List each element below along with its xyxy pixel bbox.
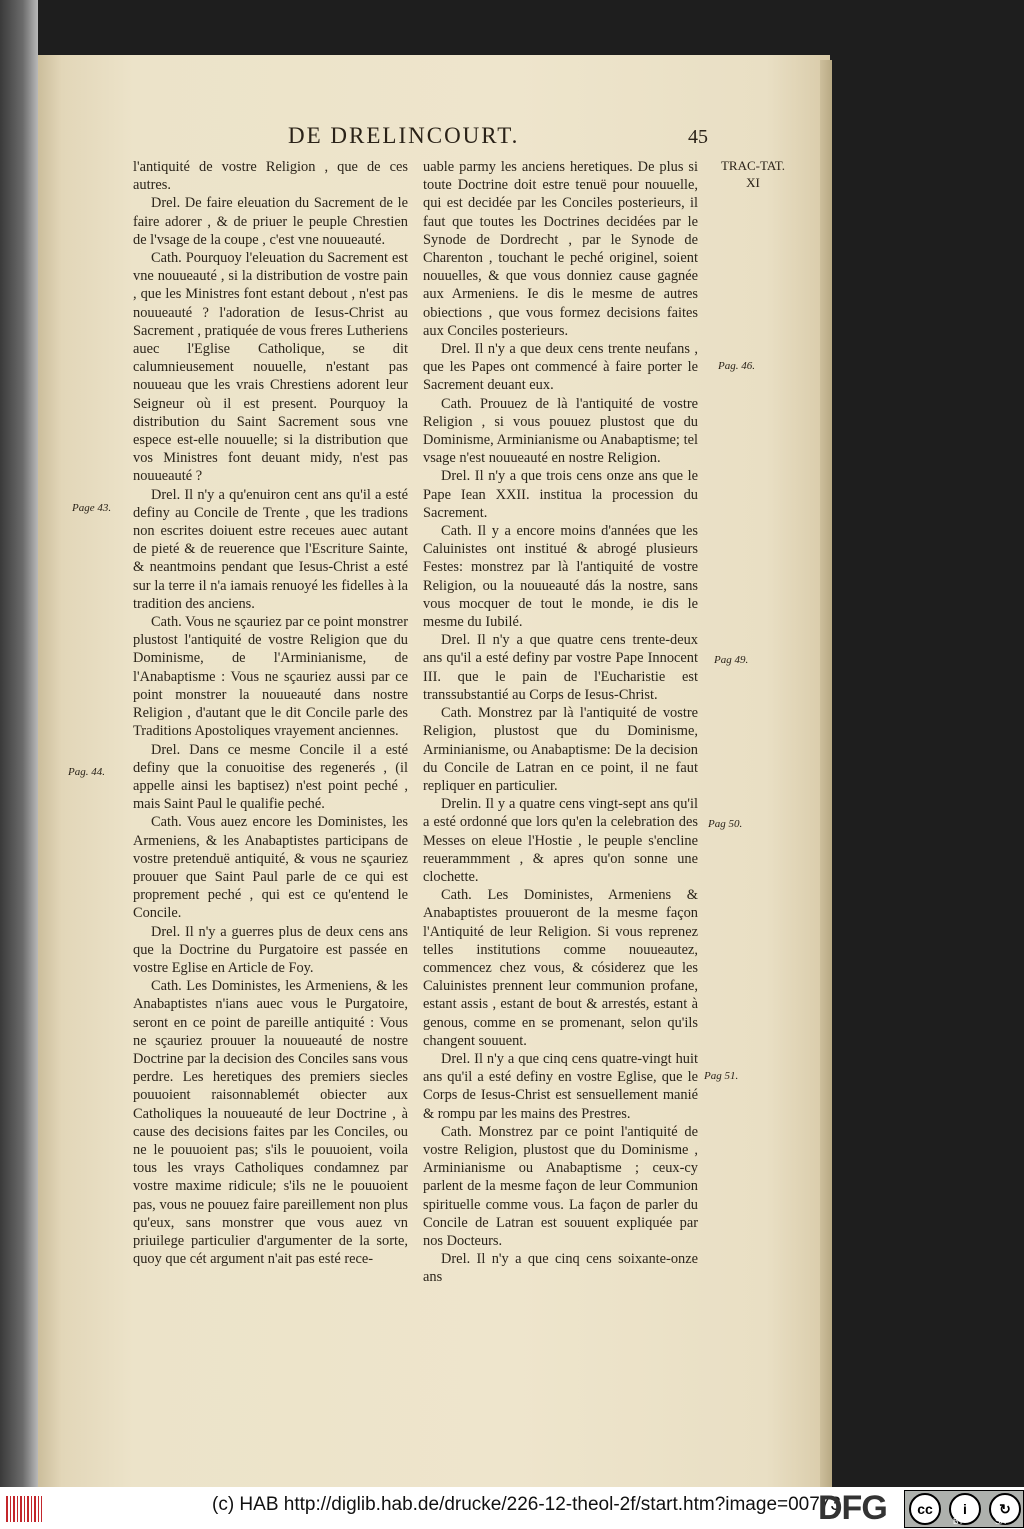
running-header: DE DRELINCOURT. <box>288 123 520 148</box>
cc-license-badge[interactable] <box>904 1490 1024 1528</box>
paragraph: Cath. Monstrez par ce point l'antiquité de vostre Religion, plustost que du Dominisme , Arminianisme ou Anabaptisme ; ceux-cy parlent de la mesme façon de leur Communion spirituelle comme vous. La façon de parler du Concile de Latran est souuent expliquée par nos Docteurs. <box>423 1123 698 1249</box>
margin-note: Pag 49. <box>714 654 749 666</box>
margin-note: Page 43. <box>72 502 112 514</box>
margin-note: Pag. 46. <box>718 360 755 372</box>
paragraph: Cath. Les Doministes, Armeniens & Anabaptistes prouueront de la mesme façon l'Antiquité de leur Religion. Si vous reprenez telles institutions comme nouueautez, commencez chez vous, & cósiderez que les Caluinistes prennent leur communion profane, estant assis , estant de bout & arrestés, estant à genous, comme en se promenant, selon qu'ils changent souuent. <box>423 887 698 1049</box>
paragraph: Cath. Pourquoy l'eleuation du Sacrement est vne nouueauté , si la distribution de vostre pain , que les Ministres font estant debout , n'est pas nouueauté ? l'adoration de Iesus-Christ au Sacrement , pratiquée de vous freres Lutheriens auec l'Eglise Catholique, se dit calumnieusement nouuelle, n'estant pas nouueau que les vrais Chrestiens adorent leur Seigneur où il est present. Pourquoy la distribution du Saint Sacrement sous vne espece est-elle nouuelle; si la distribution que vos Ministres font deuant midy, n'est pas nouueauté ? <box>133 250 408 485</box>
paragraph: Drel. Il n'y a qu'enuiron cent ans qu'il a esté definy au Concile de Trente , que les tradions non escrites doiuent estre receues auec autant de pieté & de reuerence que l'Escriture Sainte, & neantmoins pendant que Iesus-Christ a esté sur la terre il n'a iamais renuoyé les fidelles à la tradition des anciens. <box>133 486 408 612</box>
tract-label: TRAC-TAT. XI <box>720 158 786 190</box>
paragraph: l'antiquité de vostre Religion , que de ces autres. <box>133 159 408 194</box>
cc-by-label: BY <box>953 1517 964 1526</box>
paragraph: Drel. Il n'y a guerres plus de deux cens ans que la Doctrine du Purgatoire est passée en vostre Eglise en Article de Foy. <box>133 923 408 976</box>
paragraph: Drel. De faire eleuation du Sacrement de le faire adorer , & de priuer le peuple Chrestien de l'vsage de la coupe , c'est vne nouueauté. <box>133 195 408 248</box>
credit-link[interactable]: (c) HAB http://diglib.hab.de/drucke/226-12-theol-2f/start.htm?image=00773 <box>212 1494 841 1515</box>
paragraph: Drel. Il n'y a que cinq cens soixante-onze ans <box>423 1251 698 1286</box>
paragraph: Drel. Il n'y a que trois cens onze ans que le Pape Iean XXII. institua la procession du Sacrement. <box>423 468 698 521</box>
left-column <box>133 158 408 1268</box>
dfg-logo: DFG <box>818 1489 887 1527</box>
margin-note: Pag. 44. <box>68 766 105 778</box>
right-column <box>423 158 698 1287</box>
paragraph: Cath. Prouuez de là l'antiquité de vostre Religion , si vous pouuez plustost que du Dominisme, Arminianisme ou Anabaptisme; tel vsage n'est nouueauté en nostre Religion. <box>423 395 698 467</box>
page-edge <box>820 60 832 1487</box>
book-spine <box>0 0 38 1487</box>
margin-note: Pag 51. <box>704 1070 739 1082</box>
paragraph: Drel. Il n'y a que deux cens trente neufans , que les Papes ont commencé à faire porter le Sacrement deuant eux. <box>423 341 698 394</box>
page-number: 45 <box>688 126 708 148</box>
paragraph: Cath. Vous auez encore les Doministes, les Armeniens, & les Anabaptistes participans de vostre pretenduë antiquité, & vous ne sçauriez prouuer que Saint Paul parle de ce qui est proprement peché , qui est ce qu'entend le Concile. <box>133 814 408 922</box>
paragraph: Cath. Monstrez par là l'antiquité de vostre Religion, plustost que du Dominisme, Arminianisme, ou Anabaptisme: De la decision du Concile de Latran en ce point, il ne faut repliquer en particulier. <box>423 705 698 794</box>
cc-sa-label: SA <box>995 1517 1006 1526</box>
margin-note: Pag 50. <box>708 818 743 830</box>
attribution-icon: i <box>949 1493 981 1525</box>
paragraph: uable parmy les anciens heretiques. De plus si toute Doctrine doit estre tenuë pour nouuelle, qui est decidée par les Conciles posterieurs, il faut que toutes les Doctrines decidées par le Synode de Dordrecht , par le Synode de Charenton , touchant le peché originel, soient nouuelles, & que vous donniez cause gagnée aux Armeniens. Ie dis le mesme de autres obiections , que vous formez decisions faites aux Conciles posterieurs. <box>423 159 698 339</box>
paragraph: Cath. Vous ne sçauriez par ce point monstrer plustost l'antiquité de vostre Religion que du Dominisme, de l'Arminianisme, de l'Anabaptisme : Vous ne sçauriez aussi par ce point monstrer la nouueauté dans nostre Religion , d'autant que le dit Concile parle des Traditions Apostoliques vrayement anciennes. <box>133 614 408 740</box>
paragraph: Cath. Les Doministes, les Armeniens, & les Anabaptistes n'ians auec vous le Purgatoire, seront en ce point de pareille antiquité : Vous ne sçauriez prouuer la nouueauté de nostre Doctrine par la decision des Conciles sans vous perdre. Les heretiques des premiers siecles pouuoient raisonnablemét obiecter aux Catholiques la nouueauté de leur Doctrine , à cause des decisions faites par les Conciles, ou ne le pouuoient pas; s'ils le pouuoient, voila tous les vrays Catholiques condamnez par vostre maxime ridicule; s'ils ne le pouuoient pas, vous ne pouuez faire pareillement non plus qu'eux, sans monstrer que vous auez vn priuilege particulier d'argumenter de la sorte, quoy que cét argument n'ait pas esté rece- <box>133 978 408 1268</box>
paragraph: Drelin. Il y a quatre cens vingt-sept ans qu'il a esté ordonné que lors qu'en la celebration des Messes on eleue l'Hostie , le peuple s'encline reuerammment , & apres qu'on sonne une clochette. <box>423 796 698 885</box>
share-alike-icon: ↻ <box>989 1493 1021 1525</box>
paragraph: Drel. Il n'y a que quatre cens trente-deux ans qu'il a esté definy par vostre Pape Innocent III. que le pain de l'Eucharistie est transsubstantié au Corps de Iesus-Christ. <box>423 632 698 703</box>
paragraph: Drel. Dans ce mesme Concile il a esté definy que la conuoitise des regenerés , (il appelle ainsi les baptisez) n'est point peché , mais Saint Paul le qualifie peché. <box>133 741 408 813</box>
paragraph: Drel. Il n'y a que cinq cens quatre-vingt huit ans qu'il a esté definy en vostre Eglise, que le Corps de Iesus-Christ est sensuellement manié & rompu par les mains des Prestres. <box>423 1050 698 1122</box>
cc-icon: cc <box>909 1493 941 1525</box>
barcode-logo <box>6 1496 42 1522</box>
paragraph: Cath. Il y a encore moins d'années que les Caluinistes ont institué & abrogé plusieurs Festes: monstrez par là l'antiquité de vostre Religion, ou la nouueauté dás la nostre, sans vous mocquer de tout le monde, ie dis le mesme du Iubilé. <box>423 523 698 631</box>
